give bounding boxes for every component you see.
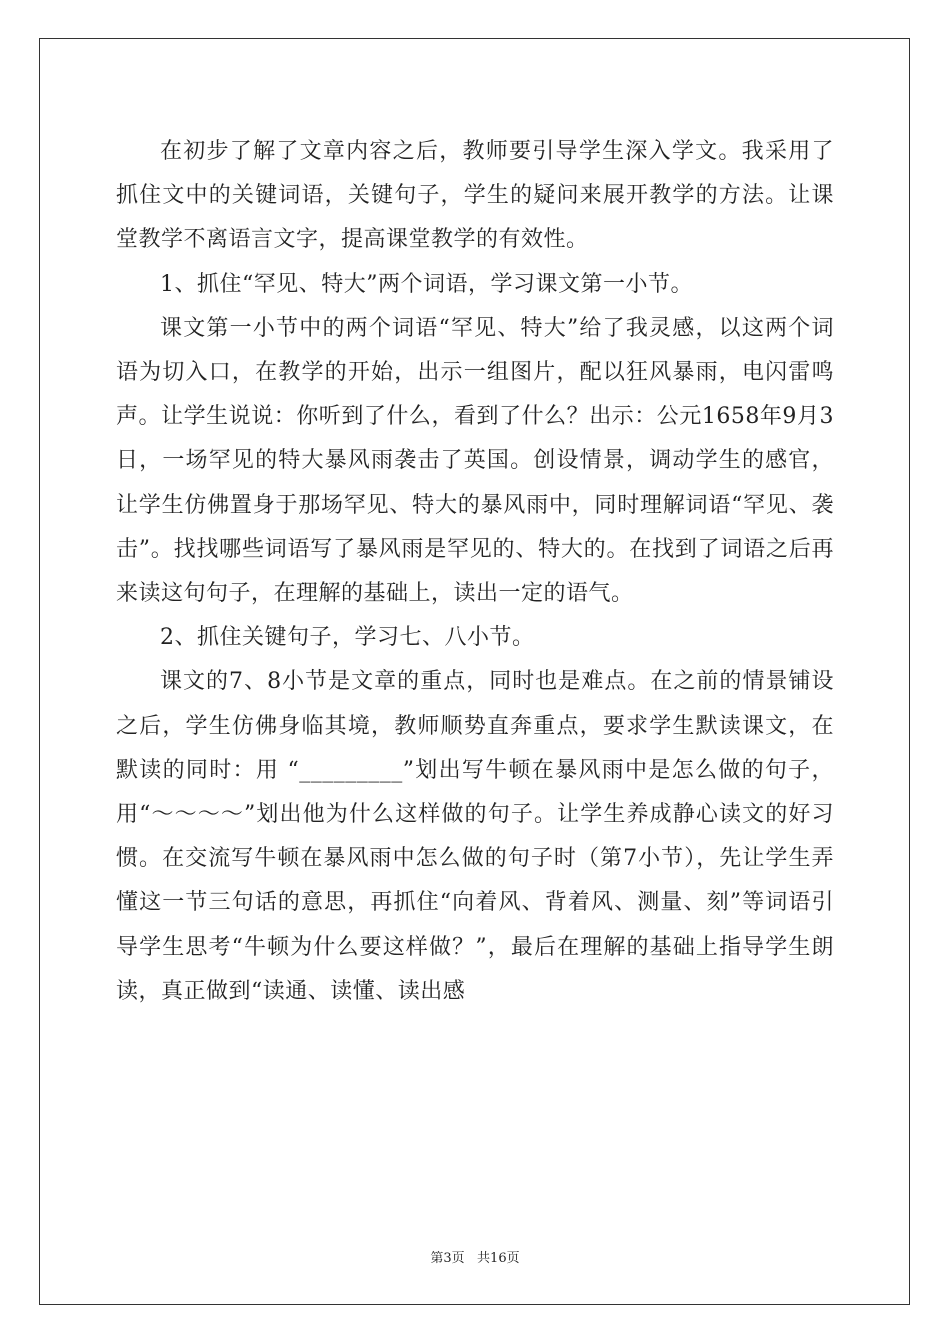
paragraph: 1、抓住“罕见、特大”两个词语，学习课文第一小节。 — [160, 271, 693, 297]
paragraph: 在初步了解了文章内容之后，教师要引导学生深入学文。我采用了抓住文中的关键词语，关键句子，学生的疑问来展开教学的方法。让课堂教学不离语言文字，提高课堂教学的有效性。 — [116, 139, 834, 253]
document-body — [116, 130, 834, 1014]
paragraph: 课文的7、8小节是文章的重点，同时也是难点。在之前的情景铺设之后，学生仿佛身临其境，教师顺势直奔重点，要求学生默读课文，在默读的同时：用 “_________”划出写牛顿在暴风雨中是怎么做的句子，用“～～～～”划出他为什么这样做的句子。让学生养成静心读文的好习惯。在交流写牛顿在暴风雨中怎么做的句子时（第7小节），先让学生弄懂这一节三句话的意思，再抓住“向着风、背着风、测量、刻”等词语引导学生思考“牛顿为什么要这样做？”，最后在理解的基础上指导学生朗读，真正做到“读通、读懂、读出感 — [116, 669, 834, 1004]
page-footer: 第3页 共16页 — [430, 1251, 520, 1266]
paragraph: 课文第一小节中的两个词语“罕见、特大”给了我灵感，以这两个词语为切入口，在教学的开始，出示一组图片，配以狂风暴雨，电闪雷鸣声。让学生说说：你听到了什么，看到了什么？出示：公元1658年9月3日，一场罕见的特大暴风雨袭击了英国。创设情景，调动学生的感官，让学生仿佛置身于那场罕见、特大的暴风雨中，同时理解词语“罕见、袭击”。找找哪些词语写了暴风雨是罕见的、特大的。在找到了词语之后再来读这句句子，在理解的基础上，读出一定的语气。 — [116, 315, 834, 607]
paragraph: 2、抓住关键句子，学习七、八小节。 — [160, 625, 535, 651]
